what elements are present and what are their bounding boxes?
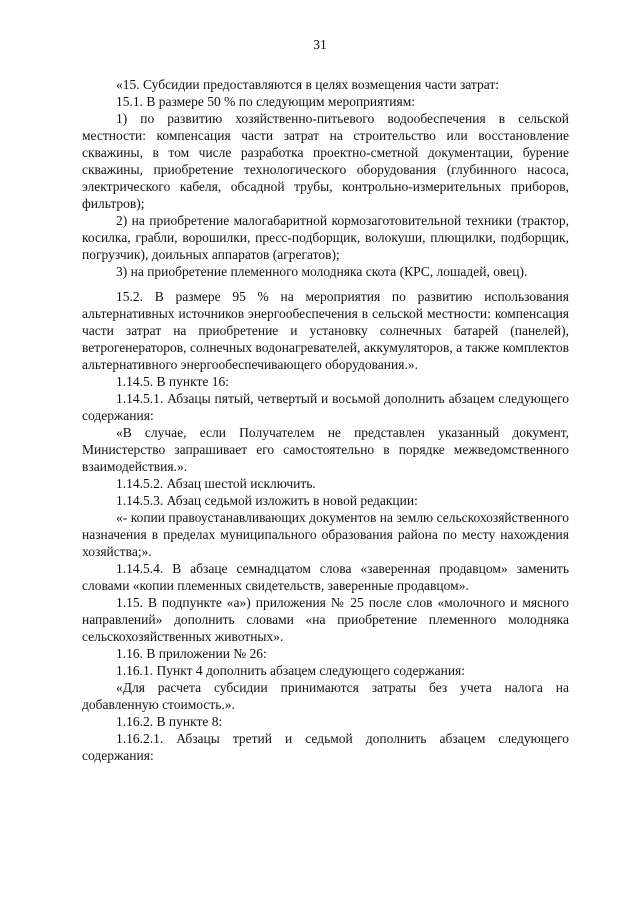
paragraph: 1) по развитию хозяйственно-питьевого водообеспечения в сельской местности: компенсация части затрат на строительство или восстановление скважины, в том числе разработка проектно-сметной документации, бурение скважины, приобретение технологического оборудования (глубинного насоса, электрического кабеля, обсадной трубы, контрольно-измерительных приборов, фильтров);: [82, 111, 569, 211]
paragraph: 1.16.1. Пункт 4 дополнить абзацем следующего содержания:: [116, 663, 466, 678]
document-body: [82, 76, 569, 764]
paragraph: 3) на приобретение племенного молодняка скота (КРС, лошадей, овец).: [116, 264, 528, 279]
paragraph: 1.16.2.1. Абзацы третий и седьмой дополнить абзацем следующего содержания:: [82, 731, 569, 763]
page-number: 31: [313, 37, 327, 52]
paragraph: «- копии правоустанавливающих документов на землю сельскохозяйственного назначения в пределах муниципального образования района по месту нахождения хозяйства;».: [82, 510, 569, 559]
paragraph: 1.16.2. В пункте 8:: [116, 714, 223, 729]
paragraph: 1.14.5. В пункте 16:: [116, 374, 229, 389]
paragraph: «Для расчета субсидии принимаются затраты без учета налога на добавленную стоимость.».: [82, 680, 569, 712]
paragraph: 1.14.5.3. Абзац седьмой изложить в новой редакции:: [116, 493, 418, 508]
paragraph: 1.14.5.2. Абзац шестой исключить.: [116, 476, 316, 491]
paragraph: 15.2. В размере 95 % на мероприятия по развитию использования альтернативных источников энергообеспечения в сельской местности: компенсация части затрат на приобретение и установку солнечных батарей (панелей), ветрогенераторов, солнечных водонагревателей, аккумуляторов, а также комплектов альтернативного энергообеспечивающего оборудования.».: [82, 289, 569, 372]
paragraph: 1.16. В приложении № 26:: [116, 646, 267, 661]
paragraph: 1.15. В подпункте «а») приложения № 25 после слов «молочного и мясного направлений» дополнить словами «на приобретение племенного молодняка сельскохозяйственных животных».: [82, 595, 569, 644]
paragraph: 1.14.5.4. В абзаце семнадцатом слова «заверенная продавцом» заменить словами «копии племенных свидетельств, заверенные продавцом».: [82, 561, 569, 593]
paragraph: 1.14.5.1. Абзацы пятый, четвертый и восьмой дополнить абзацем следующего содержания:: [82, 391, 569, 423]
paragraph: 2) на приобретение малогабаритной кормозаготовительной техники (трактор, косилка, грабли, ворошилки, пресс-подборщик, волокуши, плющилки, подборщик, погрузчик), доильных аппаратов (агрегатов);: [82, 213, 569, 262]
paragraph: «В случае, если Получателем не представлен указанный документ, Министерство запрашивает его самостоятельно в порядке межведомственного взаимодействия.».: [82, 425, 569, 474]
paragraph: «15. Субсидии предоставляются в целях возмещения части затрат:: [116, 77, 500, 92]
paragraph: 15.1. В размере 50 % по следующим мероприятиям:: [116, 94, 415, 109]
